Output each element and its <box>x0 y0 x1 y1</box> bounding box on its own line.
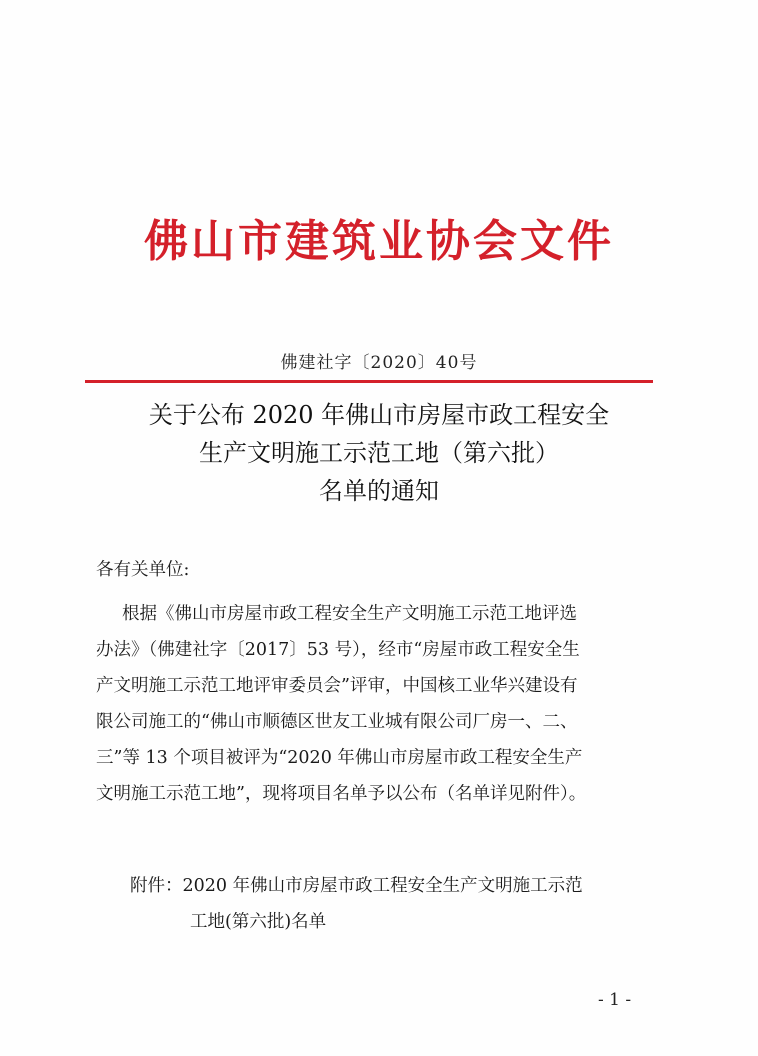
notice-title <box>90 396 668 510</box>
body-line: 限公司施工的“佛山市顺德区世友工业城有限公司厂房一、二、 <box>96 712 578 732</box>
body-line: 三”等 13 个项目被评为“2020 年佛山市房屋市政工程安全生产 <box>96 748 583 768</box>
title-line: 关于公布 2020 年佛山市房屋市政工程安全 <box>148 401 610 429</box>
body-paragraph <box>96 596 656 812</box>
title-line: 生产文明施工示范工地（第六批） <box>199 439 559 467</box>
attachment-line: 附件：2020 年佛山市房屋市政工程安全生产文明施工示范 <box>130 876 583 896</box>
title-line: 名单的通知 <box>319 477 439 505</box>
document-number: 佛建社字〔2020〕40号 <box>280 353 478 373</box>
body-line: 根据《佛山市房屋市政工程安全生产文明施工示范工地评选 <box>122 604 577 624</box>
masthead-title: 佛山市建筑业协会文件 <box>144 216 614 267</box>
page-number: - 1 - <box>598 990 632 1010</box>
attachment-note <box>130 868 660 940</box>
body-line: 办法》（佛建社字〔2017〕53 号），经市“房屋市政工程安全生 <box>96 640 580 660</box>
body-line: 文明施工示范工地”，现将项目名单予以公布（名单详见附件）。 <box>96 784 587 804</box>
red-divider <box>85 380 653 383</box>
attachment-line: 工地(第六批)名单 <box>190 912 327 932</box>
body-line: 产文明施工示范工地评审委员会”评审，中国核工业华兴建设有 <box>96 676 578 696</box>
salutation: 各有关单位: <box>96 560 190 580</box>
